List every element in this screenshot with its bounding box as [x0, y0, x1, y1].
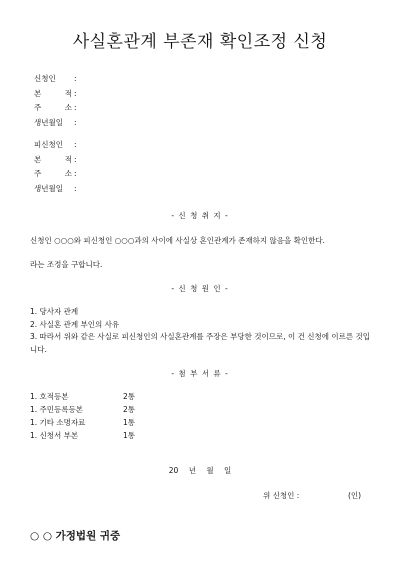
applicant-birthdate-label: 생년월일 [34, 117, 63, 127]
application-date: 20 년 월 일 [168, 466, 232, 475]
document-title: 사실혼관계 부존재 확인조정 신청 [72, 32, 328, 52]
court-addressee: ○ ○ 가정법원 귀중 [30, 530, 121, 542]
attachment-count: 1통 [123, 418, 136, 427]
applicant-name-label: 신청인 [34, 74, 56, 83]
purpose-closing: 라는 조정을 구합니다. [30, 260, 103, 269]
seal-mark: (인) [348, 491, 362, 500]
signature-line [263, 490, 361, 501]
applicant-birthdate-row: 생년월일 : [34, 116, 82, 131]
attachment-name: 1. 주민등록등본 [30, 405, 84, 414]
attachments-heading: - 첨 부 서 류 - [171, 369, 229, 378]
applicant-domicile-label: 본 적 [34, 88, 72, 98]
signature-label: 위 신청인 : [263, 491, 300, 500]
purpose-heading: - 신 청 취 지 - [171, 211, 229, 220]
respondent-domicile-label: 본 적 [34, 154, 72, 164]
reason-item: 3. 따라서 위와 같은 사실로 피신청인의 사실혼관계를 주장은 부당한 것이므로, 이 건 신청에 이르른 것입니다. [30, 332, 370, 354]
reasons-heading: - 신 청 원 인 - [171, 284, 229, 293]
respondent-domicile-row: 본 적 : [34, 153, 82, 168]
attachment-name: 1. 기타 소명자료 [30, 418, 86, 427]
applicant-block [34, 72, 82, 130]
respondent-block [34, 138, 82, 196]
reason-item: 1. 당사자 관계 [30, 307, 79, 316]
applicant-domicile-row: 본 적 : [34, 87, 82, 102]
attachment-item [30, 403, 153, 416]
respondent-birthdate-row: 생년월일 : [34, 182, 82, 197]
respondent-name-row: 피신청인 : [34, 138, 82, 153]
attachment-item [30, 429, 153, 442]
attachment-count: 1통 [123, 431, 136, 440]
respondent-birthdate-label: 생년월일 [34, 183, 63, 193]
attachment-count: 2통 [123, 392, 136, 401]
applicant-address-label: 주 소 [34, 103, 72, 112]
reasons-list [30, 306, 375, 356]
purpose-text: 신청인 ○○○와 피신청인 ○○○과의 사이에 사실상 혼인관계가 존재하지 않음을 확인한다. [30, 236, 325, 245]
attachment-item [30, 416, 153, 429]
respondent-address-label: 주 소 [34, 169, 72, 178]
reason-item: 2. 사실혼 관계 부인의 사유 [30, 319, 120, 329]
attachment-name: 1. 호적등본 [30, 392, 69, 401]
respondent-name-label: 피신청인 [34, 140, 63, 149]
attachment-name: 1. 신청서 부본 [30, 431, 79, 440]
attachment-item [30, 390, 153, 403]
attachment-count: 2통 [123, 405, 136, 414]
applicant-address-row: 주 소 : [34, 101, 82, 116]
respondent-address-row: 주 소 : [34, 167, 82, 182]
applicant-name-row: 신청인 : [34, 72, 82, 87]
attachments-list [30, 390, 153, 442]
